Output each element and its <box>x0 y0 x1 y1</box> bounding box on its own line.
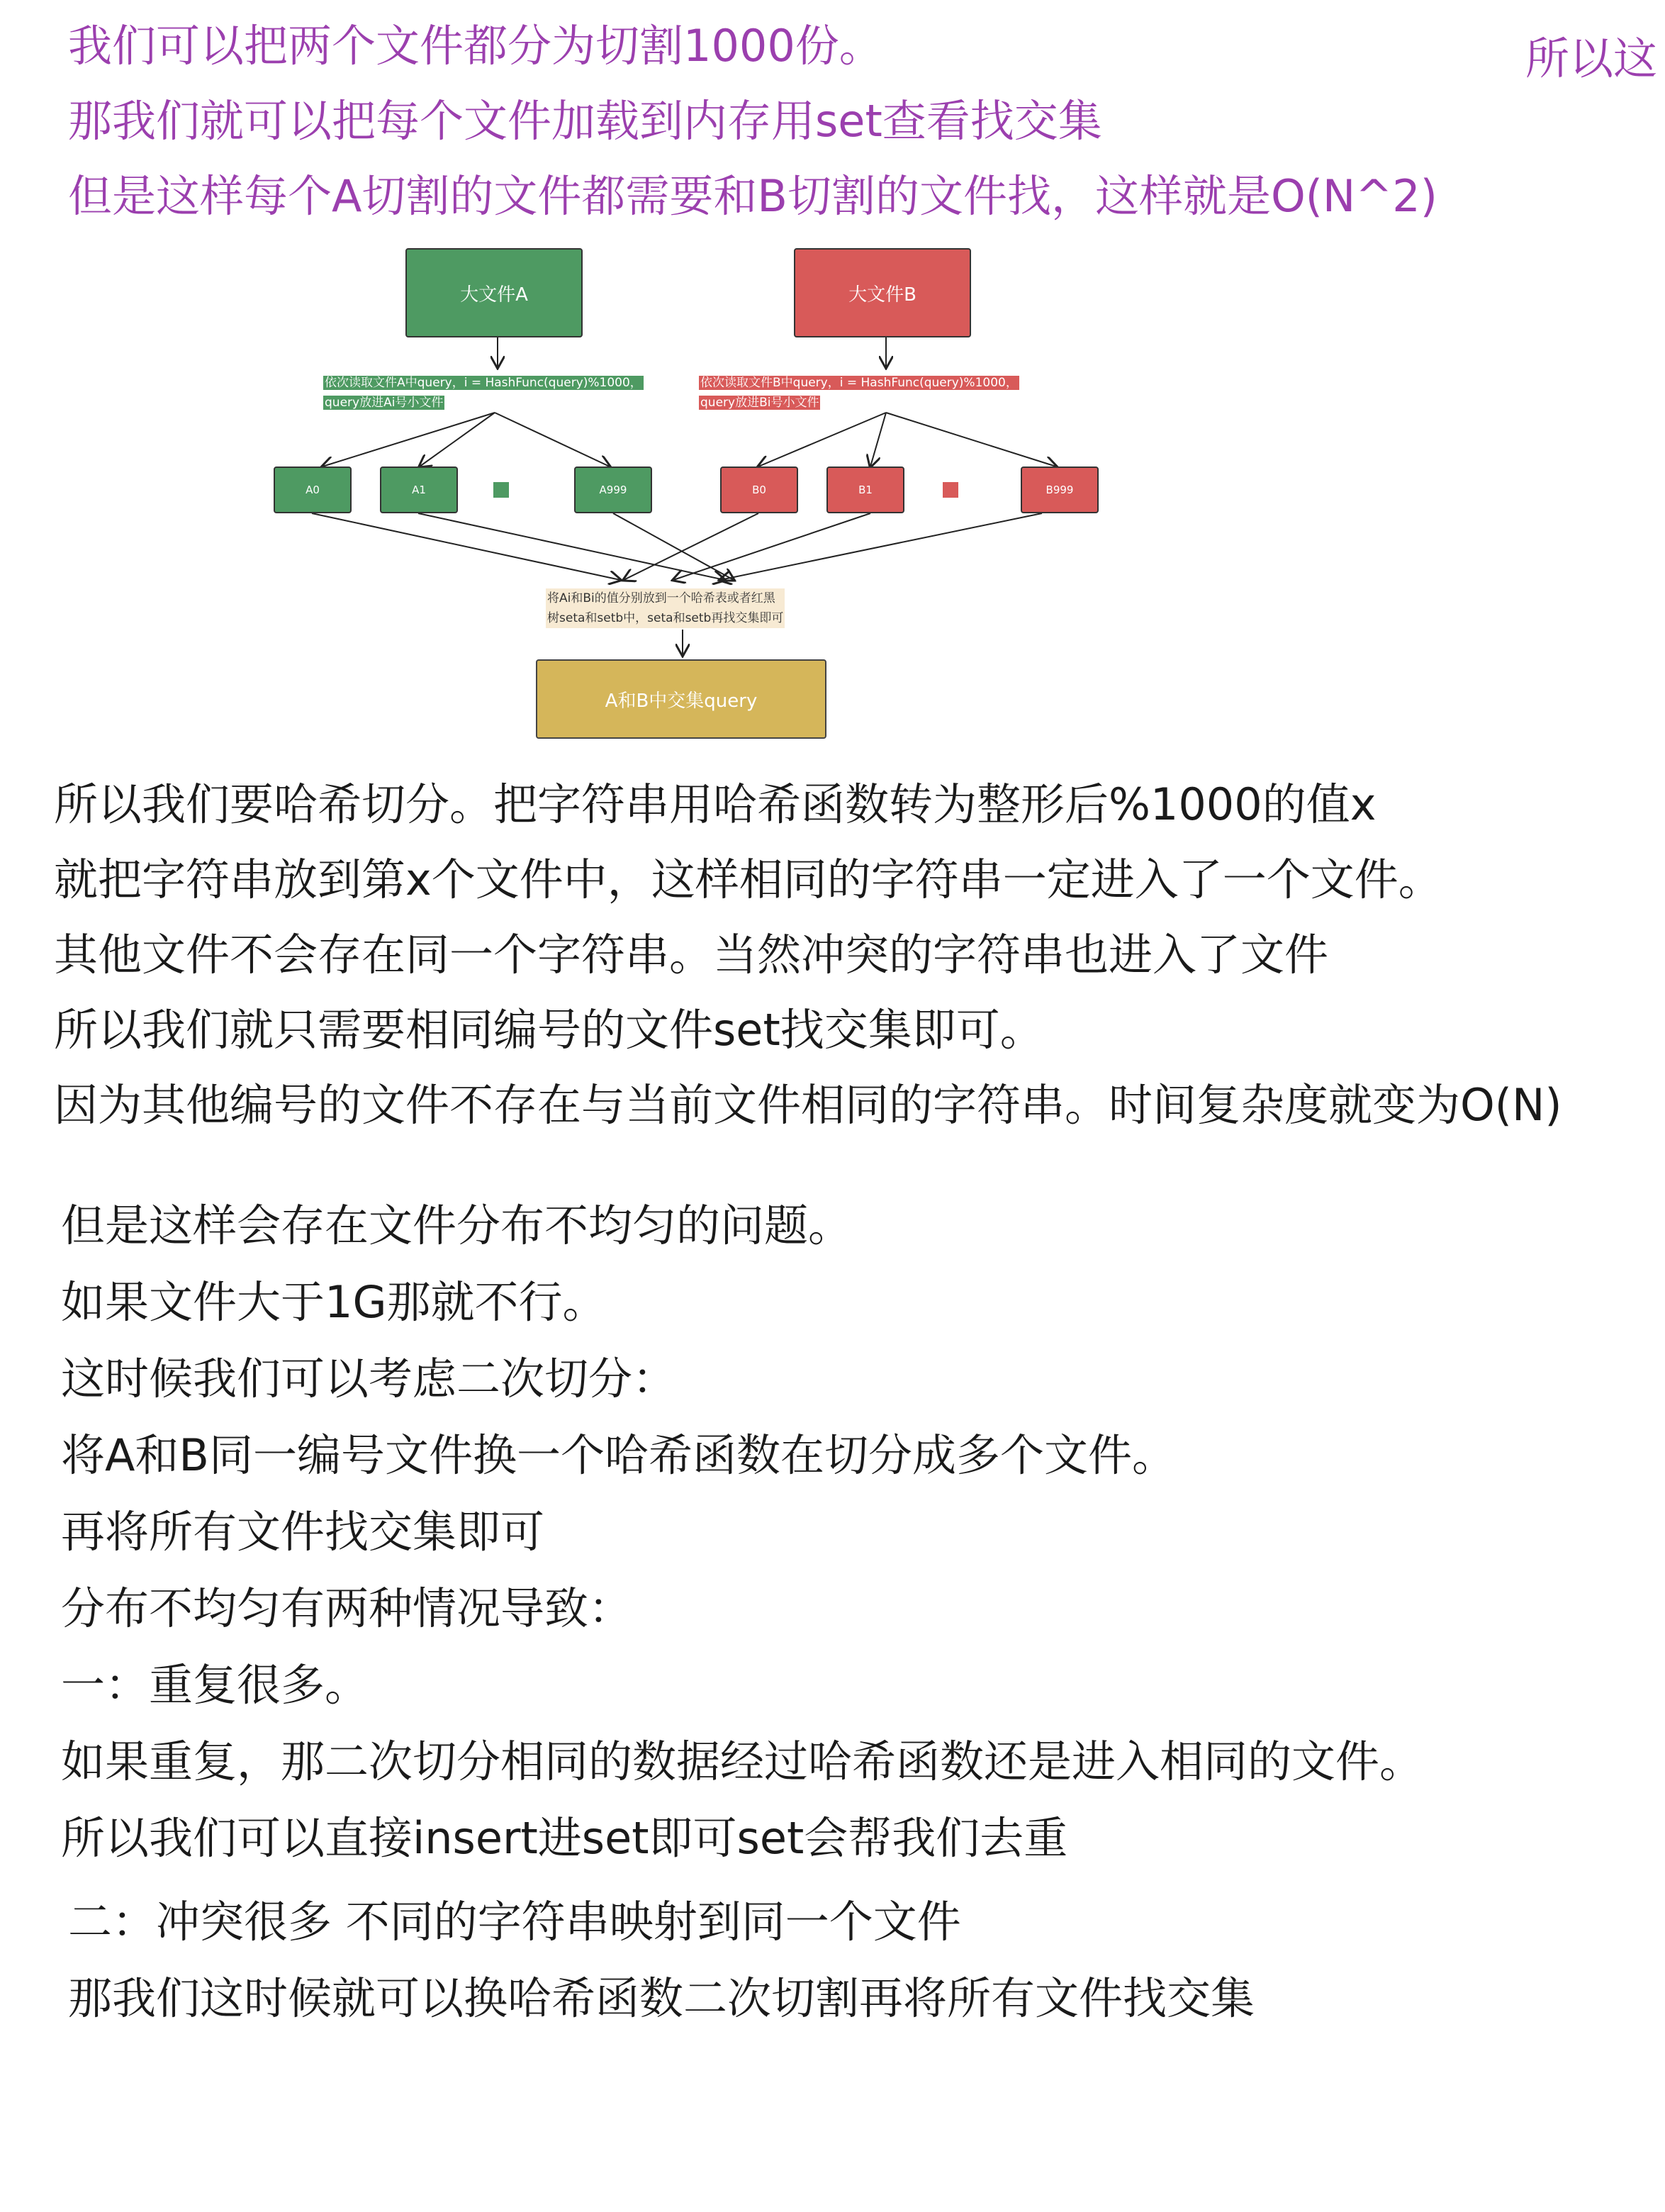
caption-a-line-2: query放进Ai号小文件 <box>325 396 444 410</box>
body-line-16: 那我们这时候就可以换哈希函数二次切割再将所有文件找交集 <box>68 1972 1255 2024</box>
merge-caption-line-2: 树seta和setb中，seta和setb再找交集即可 <box>547 611 784 625</box>
node-a999: A999 <box>574 467 652 513</box>
caption-file-a <box>322 373 645 413</box>
hash-split-diagram <box>262 241 1113 752</box>
node-b0: B0 <box>720 467 798 513</box>
side-fragment: 所以这 <box>1525 33 1658 84</box>
body-line-14: 所以我们可以直接insert进set即可set会帮我们去重 <box>61 1812 1068 1864</box>
body-line-6: 但是这样会存在文件分布不均匀的问题。 <box>61 1200 853 1251</box>
result-intersection: A和B中交集query <box>536 659 826 739</box>
body-line-4: 所以我们就只需要相同编号的文件set找交集即可。 <box>54 1004 1044 1056</box>
body-line-10: 再将所有文件找交集即可 <box>61 1506 545 1558</box>
body-line-8: 这时候我们可以考虑二次切分： <box>61 1353 677 1404</box>
node-a0: A0 <box>274 467 352 513</box>
body-line-12: 一：重复很多。 <box>61 1659 369 1711</box>
body-line-13: 如果重复，那二次切分相同的数据经过哈希函数还是进入相同的文件。 <box>61 1736 1424 1787</box>
merge-caption <box>546 588 785 628</box>
caption-file-b <box>697 373 1021 413</box>
intro-line-1: 我们可以把两个文件都分为切割1000份。 <box>68 20 883 72</box>
body-line-7: 如果文件大于1G那就不行。 <box>61 1276 607 1328</box>
ellipsis-square-a <box>493 482 509 498</box>
intro-line-3: 但是这样每个A切割的文件都需要和B切割的文件找，这样就是O(N^2) <box>68 170 1437 222</box>
merge-caption-line-1: 将Ai和Bi的值分别放到一个哈希表或者红黑 <box>547 591 775 605</box>
body-line-9: 将A和B同一编号文件换一个哈希函数在切分成多个文件。 <box>61 1429 1176 1481</box>
node-b1: B1 <box>826 467 904 513</box>
node-b999: B999 <box>1021 467 1099 513</box>
ellipsis-square-b <box>943 482 958 498</box>
big-file-b: 大文件B <box>794 248 971 337</box>
intro-line-2: 那我们就可以把每个文件加载到内存用set查看找交集 <box>68 95 1102 147</box>
big-file-a: 大文件A <box>405 248 583 337</box>
body-line-5: 因为其他编号的文件不存在与当前文件相同的字符串。时间复杂度就变为O(N) <box>54 1079 1562 1131</box>
body-line-15: 二：冲突很多 不同的字符串映射到同一个文件 <box>68 1896 961 1948</box>
caption-b-line-1: 依次读取文件B中query，i = HashFunc(query)%1000， <box>700 376 1018 390</box>
caption-a-line-1: 依次读取文件A中query，i = HashFunc(query)%1000， <box>325 376 642 390</box>
body-line-11: 分布不均匀有两种情况导致： <box>61 1582 633 1634</box>
body-line-2: 就把字符串放到第x个文件中，这样相同的字符串一定进入了一个文件。 <box>54 854 1442 905</box>
body-line-3: 其他文件不会存在同一个字符串。当然冲突的字符串也进入了文件 <box>54 929 1329 981</box>
node-a1: A1 <box>380 467 458 513</box>
body-line-1: 所以我们要哈希切分。把字符串用哈希函数转为整形后%1000的值x <box>54 778 1377 830</box>
caption-b-line-2: query放进Bi号小文件 <box>700 396 819 410</box>
